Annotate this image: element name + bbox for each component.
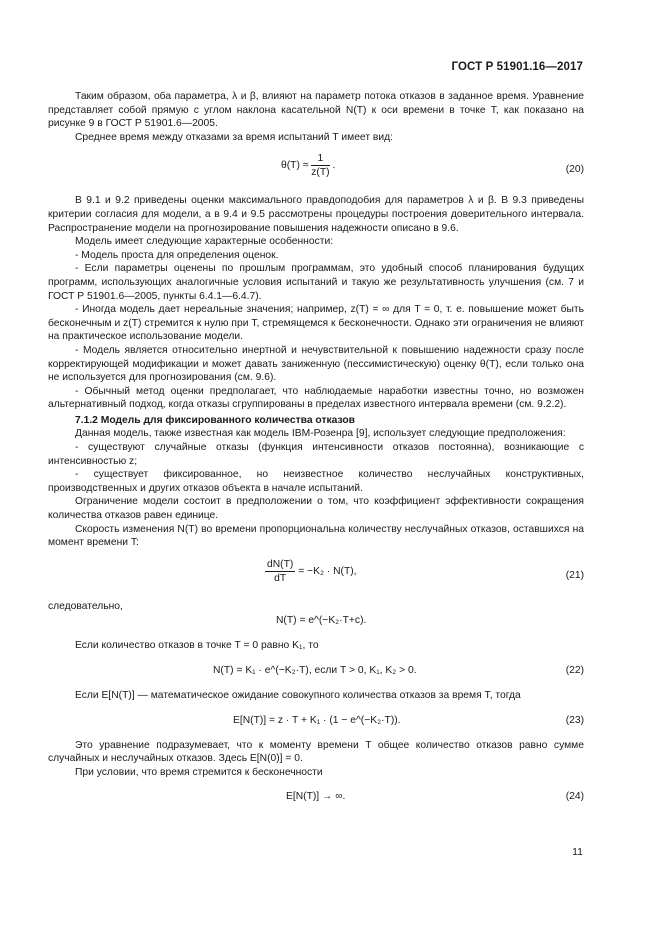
fraction-numerator: dN(T) [267,558,294,570]
paragraph: следовательно, [48,600,123,612]
equation-lhs: θ(T) ≈ [281,160,309,172]
equation-24 [48,787,584,807]
list-item: - существуют случайные отказы (функция интенсивности отказов постоянна), возникающие с интенсивностью z; [48,442,584,467]
fraction [265,558,295,585]
paragraph: Модель имеет следующие характерные особенности: [75,236,334,248]
equation-expression [281,152,335,179]
equation-number: (23) [565,714,584,726]
paragraph: Данная модель, также известная как модель IBM-Розенра [9], использует следующие предположения: [75,428,566,440]
equation-n [48,611,584,631]
page-number: 11 [572,846,583,858]
equation-20 [48,152,584,186]
equation-22 [48,661,584,681]
fraction [311,152,329,179]
list-item: - Если параметры оценены по прошлым программам, это удобный способ планирования будущих программ, использующих аналогичные условия испытаний и такую же результативность улучшения (см. 7 и ГОСТ Р 51901.6—2005, пункты 6.4.1—6.4.7). [48,263,584,302]
list-item: - Обычный метод оценки предполагает, что наблюдаемые наработки известны точно, но возможен альтернативный подход, когда отказы сгруппированы в пределах известного интервала времени (см. 9.2.2). [48,385,584,411]
section-heading: 7.1.2 Модель для фиксированного количества отказов [75,414,355,426]
equation-number: (21) [565,569,584,581]
paragraph: Среднее время между отказами за время испытаний T имеет вид: [75,131,393,143]
paragraph: Это уравнение подразумевает, что к моменту времени T общее количество отказов равно сумме случайных и неслучайных отказов. Здесь E[N(0)] = 0. [48,739,584,765]
document-header: ГОСТ Р 51901.16—2017 [451,61,583,73]
document-body [48,90,584,815]
paragraph: Если E[N(T)] — математическое ожидание совокупного количества отказов за время T, тогда [75,690,521,701]
paragraph: Если количество отказов в точке T = 0 равно K₁, то [75,640,319,652]
fraction-denominator: z(T) [311,167,330,179]
paragraph: Скорость изменения N(T) во времени пропорциональна количеству неслучайных отказов, оставшихся на момент времени T: [48,523,584,549]
equation-number: (20) [565,164,584,176]
paragraph: Ограничение модели состоит в предположении о том, что коэффициент эффективности сокращения количества отказов равен единице. [48,496,584,522]
paragraph: В 9.1 и 9.2 приведены оценки максимального правдоподобия для параметров λ и β. В 9.3 приведены критерии согласия для модели, а в 9.4 и 9.5 рассмотрены процедуры построения доверительного интервала. Распространение модели на прогнозирование повышения надежности описано в 9.6. [48,195,584,234]
fraction-denominator: dT [274,572,287,584]
paragraph: Таким образом, оба параметра, λ и β, влияют на параметр потока отказов в заданное время. Уравнение представляет собой прямую с углом наклона касательной N(T) к оси времени в точке T, как показано на рисунке 9 в ГОСТ Р 51901.6—2005. [48,91,584,130]
list-item: - существует фиксированное, но неизвестное количество неслучайных конструктивных, производственных и других отказов объекта в начале испытаний. [48,469,584,494]
equation-expression: N(T) = e^(−K₂·T+c). [276,615,367,627]
equation-expression [265,558,357,585]
list-item: - Модель проста для определения оценок. [75,249,279,261]
equation-23 [48,711,584,731]
equation-number: (22) [565,665,584,676]
equation-21 [48,558,584,592]
equation-tail: . [332,160,336,172]
fraction-numerator: 1 [311,152,329,166]
equation-number: (24) [565,791,584,803]
equation-expression: E[N(T)] → ∞. [286,791,346,803]
list-item: - Иногда модель дает нереальные значения; например, z(T) = ∞ для T = 0, т. е. повышение может быть бесконечным и z(T) стремится к нулю при T, стремящемся к бесконечности. Однако эти ограничения не влияют на практическое использование модели. [48,304,584,343]
equation-rhs: = −K₂ · N(T), [298,566,357,578]
equation-expression: E[N(T)] = z · T + K₁ · (1 − e^(−K₂·T)). [233,714,401,726]
list-item: - Модель является относительно инертной и нечувствительной к повышению надежности сразу после корректирующей модификации и может давать заниженную (пессимистическую) оценку θ(T), если только она не используется для прогнозирования (см. 9.6). [48,344,584,384]
equation-expression: N(T) = K₁ · e^(−K₂·T), если T > 0, K₁, K₂ > 0. [213,665,417,676]
paragraph: При условии, что время стремится к бесконечности [75,766,323,778]
